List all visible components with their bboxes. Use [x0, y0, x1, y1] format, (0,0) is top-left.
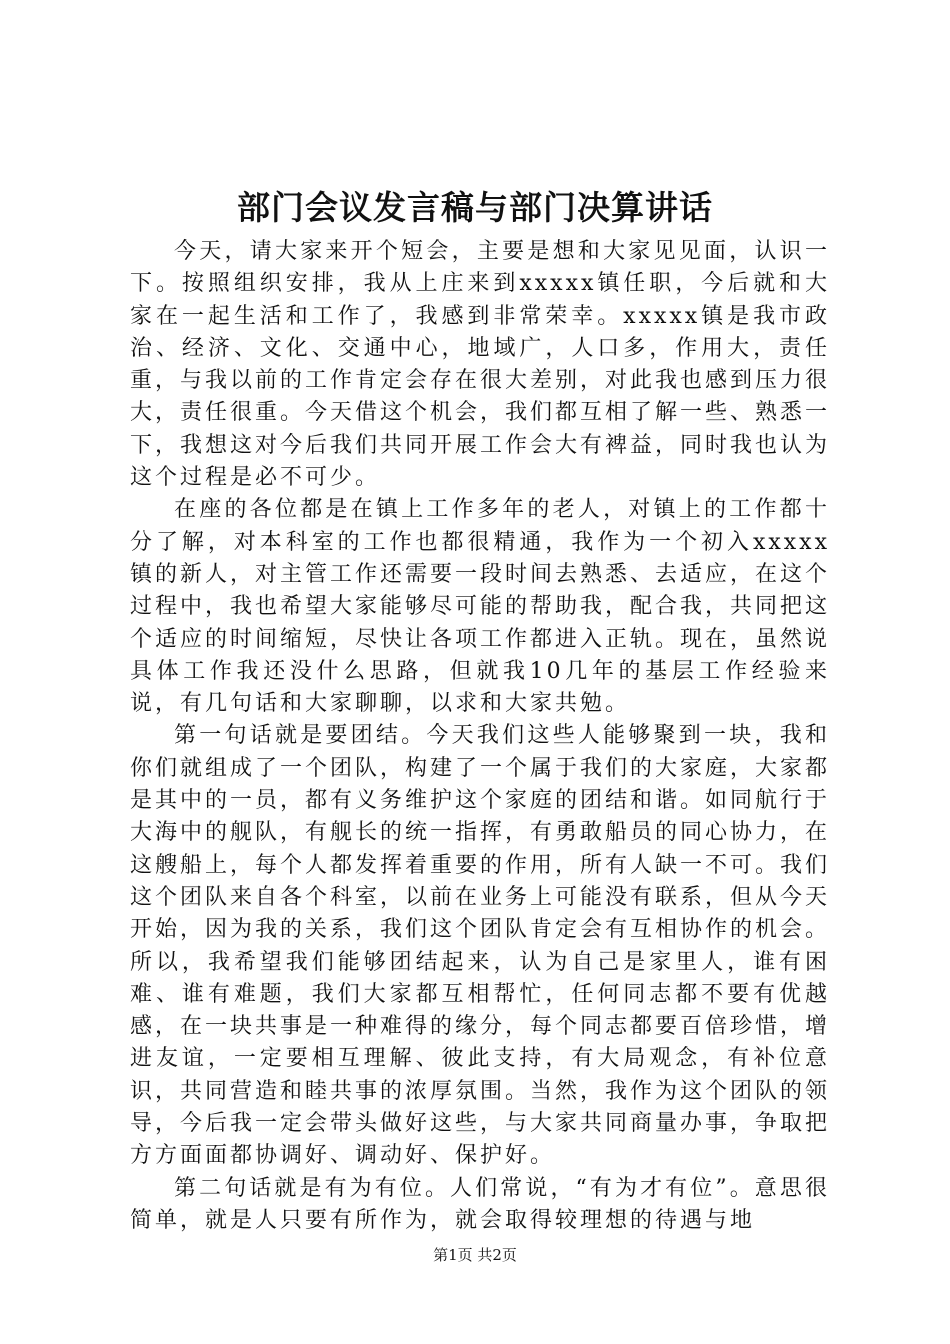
paragraph-1: 今天，请大家来开个短会，主要是想和大家见见面，认识一下。按照组织安排，我从上庄来到xxxxx镇任职，今后就和大家在一起生活和工作了，我感到非常荣幸。xxxxx镇是我市政治、经济、文化、交通中心，地域广，人口多，作用大，责任重，与我以前的工作肯定会存在很大差别，对此我也感到压力很大，责任很重。今天借这个机会，我们都互相了解一些、熟悉一下，我想这对今后我们共同开展工作会大有裨益，同时我也认为这个过程是必不可少。	[130, 239, 831, 491]
page-footer: 第1页 共2页	[433, 1246, 517, 1264]
paragraph-3: 第一句话就是要团结。今天我们这些人能够聚到一块，我和你们就组成了一个团队，构建了一个属于我们的大家庭，大家都是其中的一员，都有义务维护这个家庭的团结和谐。如同航行于大海中的舰队，有舰长的统一指挥，有勇敢船员的同心协力，在这艘船上，每个人都发挥着重要的作用，所有人缺一不可。我们这个团队来自各个科室，以前在业务上可能没有联系，但从今天开始，因为我的关系，我们这个团队肯定会有互相协作的机会。所以，我希望我们能够团结起来，认为自己是家里人，谁有困难、谁有难题，我们大家都互相帮忙，任何同志都不要有优越感，在一块共事是一种难得的缘分，每个同志都要百倍珍惜，增进友谊，一定要相互理解、彼此支持，有大局观念，有补位意识，共同营造和睦共事的浓厚氛围。当然，我作为这个团队的领导，今后我一定会带头做好这些，与大家共同商量办事，争取把方方面面都协调好、调动好、保护好。	[130, 723, 831, 1169]
paragraph-4: 第二句话就是有为有位。人们常说，“有为才有位”。意思很简单，就是人只要有所作为，就会取得较理想的待遇与地	[130, 1175, 830, 1233]
document-body	[130, 236, 830, 1237]
document-title: 部门会议发言稿与部门决算讲话	[237, 188, 713, 227]
paragraph-2: 在座的各位都是在镇上工作多年的老人，对镇上的工作都十分了解，对本科室的工作也都很精通，我作为一个初入xxxxx镇的新人，对主管工作还需要一段时间去熟悉、去适应，在这个过程中，我也希望大家能够尽可能的帮助我，配合我，共同把这个适应的时间缩短，尽快让各项工作都进入正轨。现在，虽然说具体工作我还没什么思路，但就我10几年的基层工作经验来说，有几句话和大家聊聊，以求和大家共勉。	[130, 497, 831, 717]
